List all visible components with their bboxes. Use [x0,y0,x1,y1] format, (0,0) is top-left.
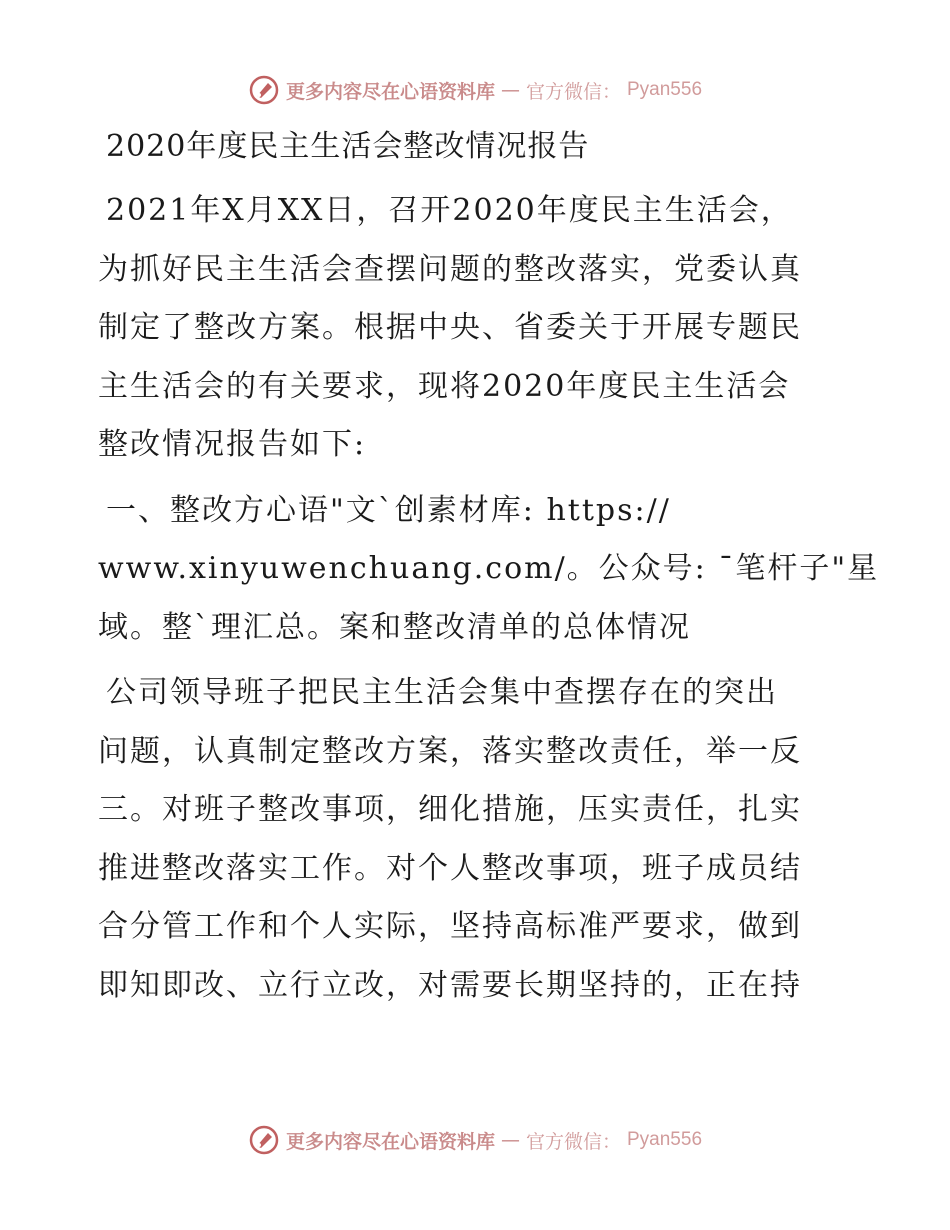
paragraph-line: 即知即改、立行立改，对需要长期坚持的，正在持 [98,967,802,1003]
banner-separator: — [500,79,520,101]
paragraph-section-heading [98,482,880,658]
paragraph-line: 公司领导班子把民主生活会集中查摆存在的突出 [106,675,778,710]
banner-wechat-id: Pyan556 [627,1129,703,1150]
paragraph-line: 主生活会的有关要求，现将2020年度民主生活会 [98,368,791,404]
banner-separator: — [500,1129,520,1151]
banner-wechat-label: 官方微信： [525,1130,621,1153]
banner-wechat-label: 官方微信： [525,80,621,103]
paragraph-line: 域。整`理汇总。案和整改清单的总体情况 [98,609,691,645]
paragraph-line: 三。对班子整改事项，细化措施，压实责任，扎实 [98,792,802,827]
paragraph-line: www.xinyuwenchuang.com/。公众号: ¯笔杆子"星 [98,551,880,586]
paragraph-line: 为抓好民主生活会查摆问题的整改落实，党委认真 [98,251,802,287]
paragraph-line: 合分管工作和个人实际，坚持高标准严要求，做到 [98,909,802,944]
header-banner [0,70,950,110]
paragraph-line: 整改情况报告如下: [98,427,367,462]
pen-nib-logo-icon [248,74,280,106]
banner-main-text: 更多内容尽在心语资料库 [285,80,495,103]
footer-banner [0,1120,950,1160]
paragraph-line: 推进整改落实工作。对个人整改事项，班子成员结 [98,850,802,886]
paragraph-body [98,664,858,1015]
paragraph-line: 一、整改方心语"文`创素材库: https:// [106,492,671,528]
banner-main-text: 更多内容尽在心语资料库 [285,1130,495,1153]
paragraph-line: 制定了整改方案。根据中央、省委关于开展专题民 [98,310,802,345]
banner-wechat-id: Pyan556 [627,79,703,100]
paragraph-intro [98,182,858,475]
document-title: 2020年度民主生活会整改情况报告 [106,129,590,164]
document-body [98,122,880,1022]
paragraph-line: 问题，认真制定整改方案，落实整改责任，举一反 [98,733,802,769]
paragraph-line: 2021年X月XX日，召开2020年度民主生活会， [106,193,793,228]
pen-nib-logo-icon [248,1124,280,1156]
